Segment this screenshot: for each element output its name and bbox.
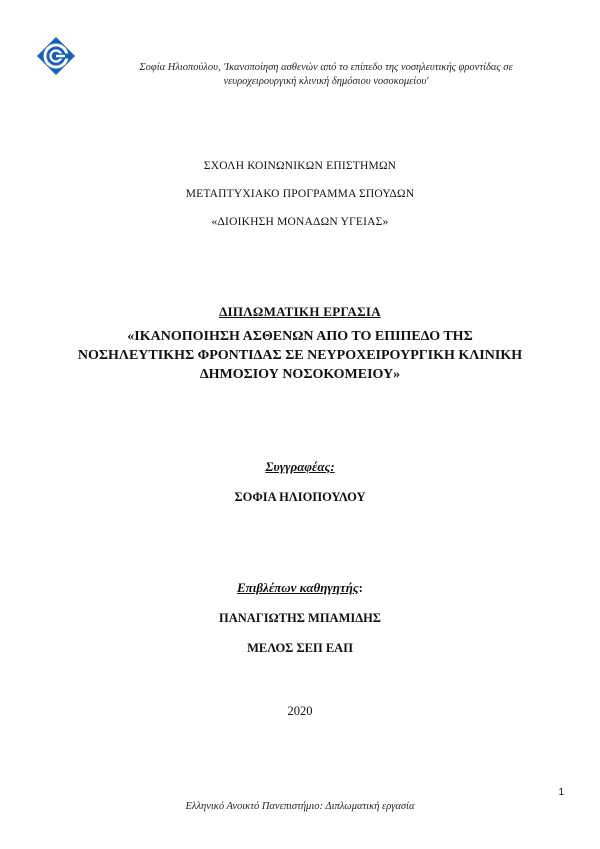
page-number: 1 [558,787,564,798]
running-header-line-1: Σοφία Ηλιοπούλου, 'Ικανοποίηση ασθενών από το επίπεδο της νοσηλευτικής φροντίδας σε [139,62,513,73]
thesis-title-line-2: ΝΟΣΗΛΕΥΤΙΚΗΣ ΦΡΟΝΤΙΔΑΣ ΣΕ ΝΕΥΡΟΧΕΙΡΟΥΡΓΙΚΗ ΚΛΙΝΙΚΗ [77,348,523,363]
author-name: ΣΟΦΙΑ ΗΛΙΟΠΟΥΛΟΥ [234,490,366,504]
university-logo-icon [36,36,76,76]
thesis-type-label: ΔΙΠΛΩΜΑΤΙΚΗ ΕΡΓΑΣΙΑ [219,304,381,319]
school-name: ΣΧΟΛΗ ΚΟΙΝΩΝΙΚΩΝ ΕΠΙΣΤΗΜΩΝ [203,160,397,172]
running-header-line-2: νευροχειρουργική κλινική δημόσιου νοσοκομείου' [223,76,429,87]
program-name: ΜΕΤΑΠΤΥΧΙΑΚΟ ΠΡΟΓΡΑΜΜΑ ΣΠΟΥΔΩΝ [185,188,415,200]
author-label: Συγγραφέας: [265,459,335,474]
thesis-title-line-1: «ΙΚΑΝΟΠΟΙΗΣΗ ΑΣΘΕΝΩΝ ΑΠΟ ΤΟ ΕΠΙΠΕΔΟ ΤΗΣ [127,329,473,344]
supervisor-name: ΠΑΝΑΓΙΩΤΗΣ ΜΠΑΜΙΔΗΣ [219,611,381,625]
year: 2020 [287,704,313,718]
supervisor-role: ΜΕΛΟΣ ΣΕΠ ΕΑΠ [247,641,353,655]
thesis-title [48,327,552,384]
thesis-title-line-3: ΔΗΜΟΣΙΟΥ ΝΟΣΟΚΟΜΕΙΟΥ» [199,367,401,382]
supervisor-label-text: Επιβλέπων καθηγητής [237,580,359,595]
specialization-name: «ΔΙΟΙΚΗΣΗ ΜΟΝΑΔΩΝ ΥΓΕΙΑΣ» [211,216,389,228]
supervisor-label-colon: : [358,580,363,595]
running-header [96,61,556,89]
footer-text: Ελληνικό Ανοικτό Πανεπιστήμιο: Διπλωματική εργασία [185,801,415,812]
supervisor-label [0,580,600,596]
